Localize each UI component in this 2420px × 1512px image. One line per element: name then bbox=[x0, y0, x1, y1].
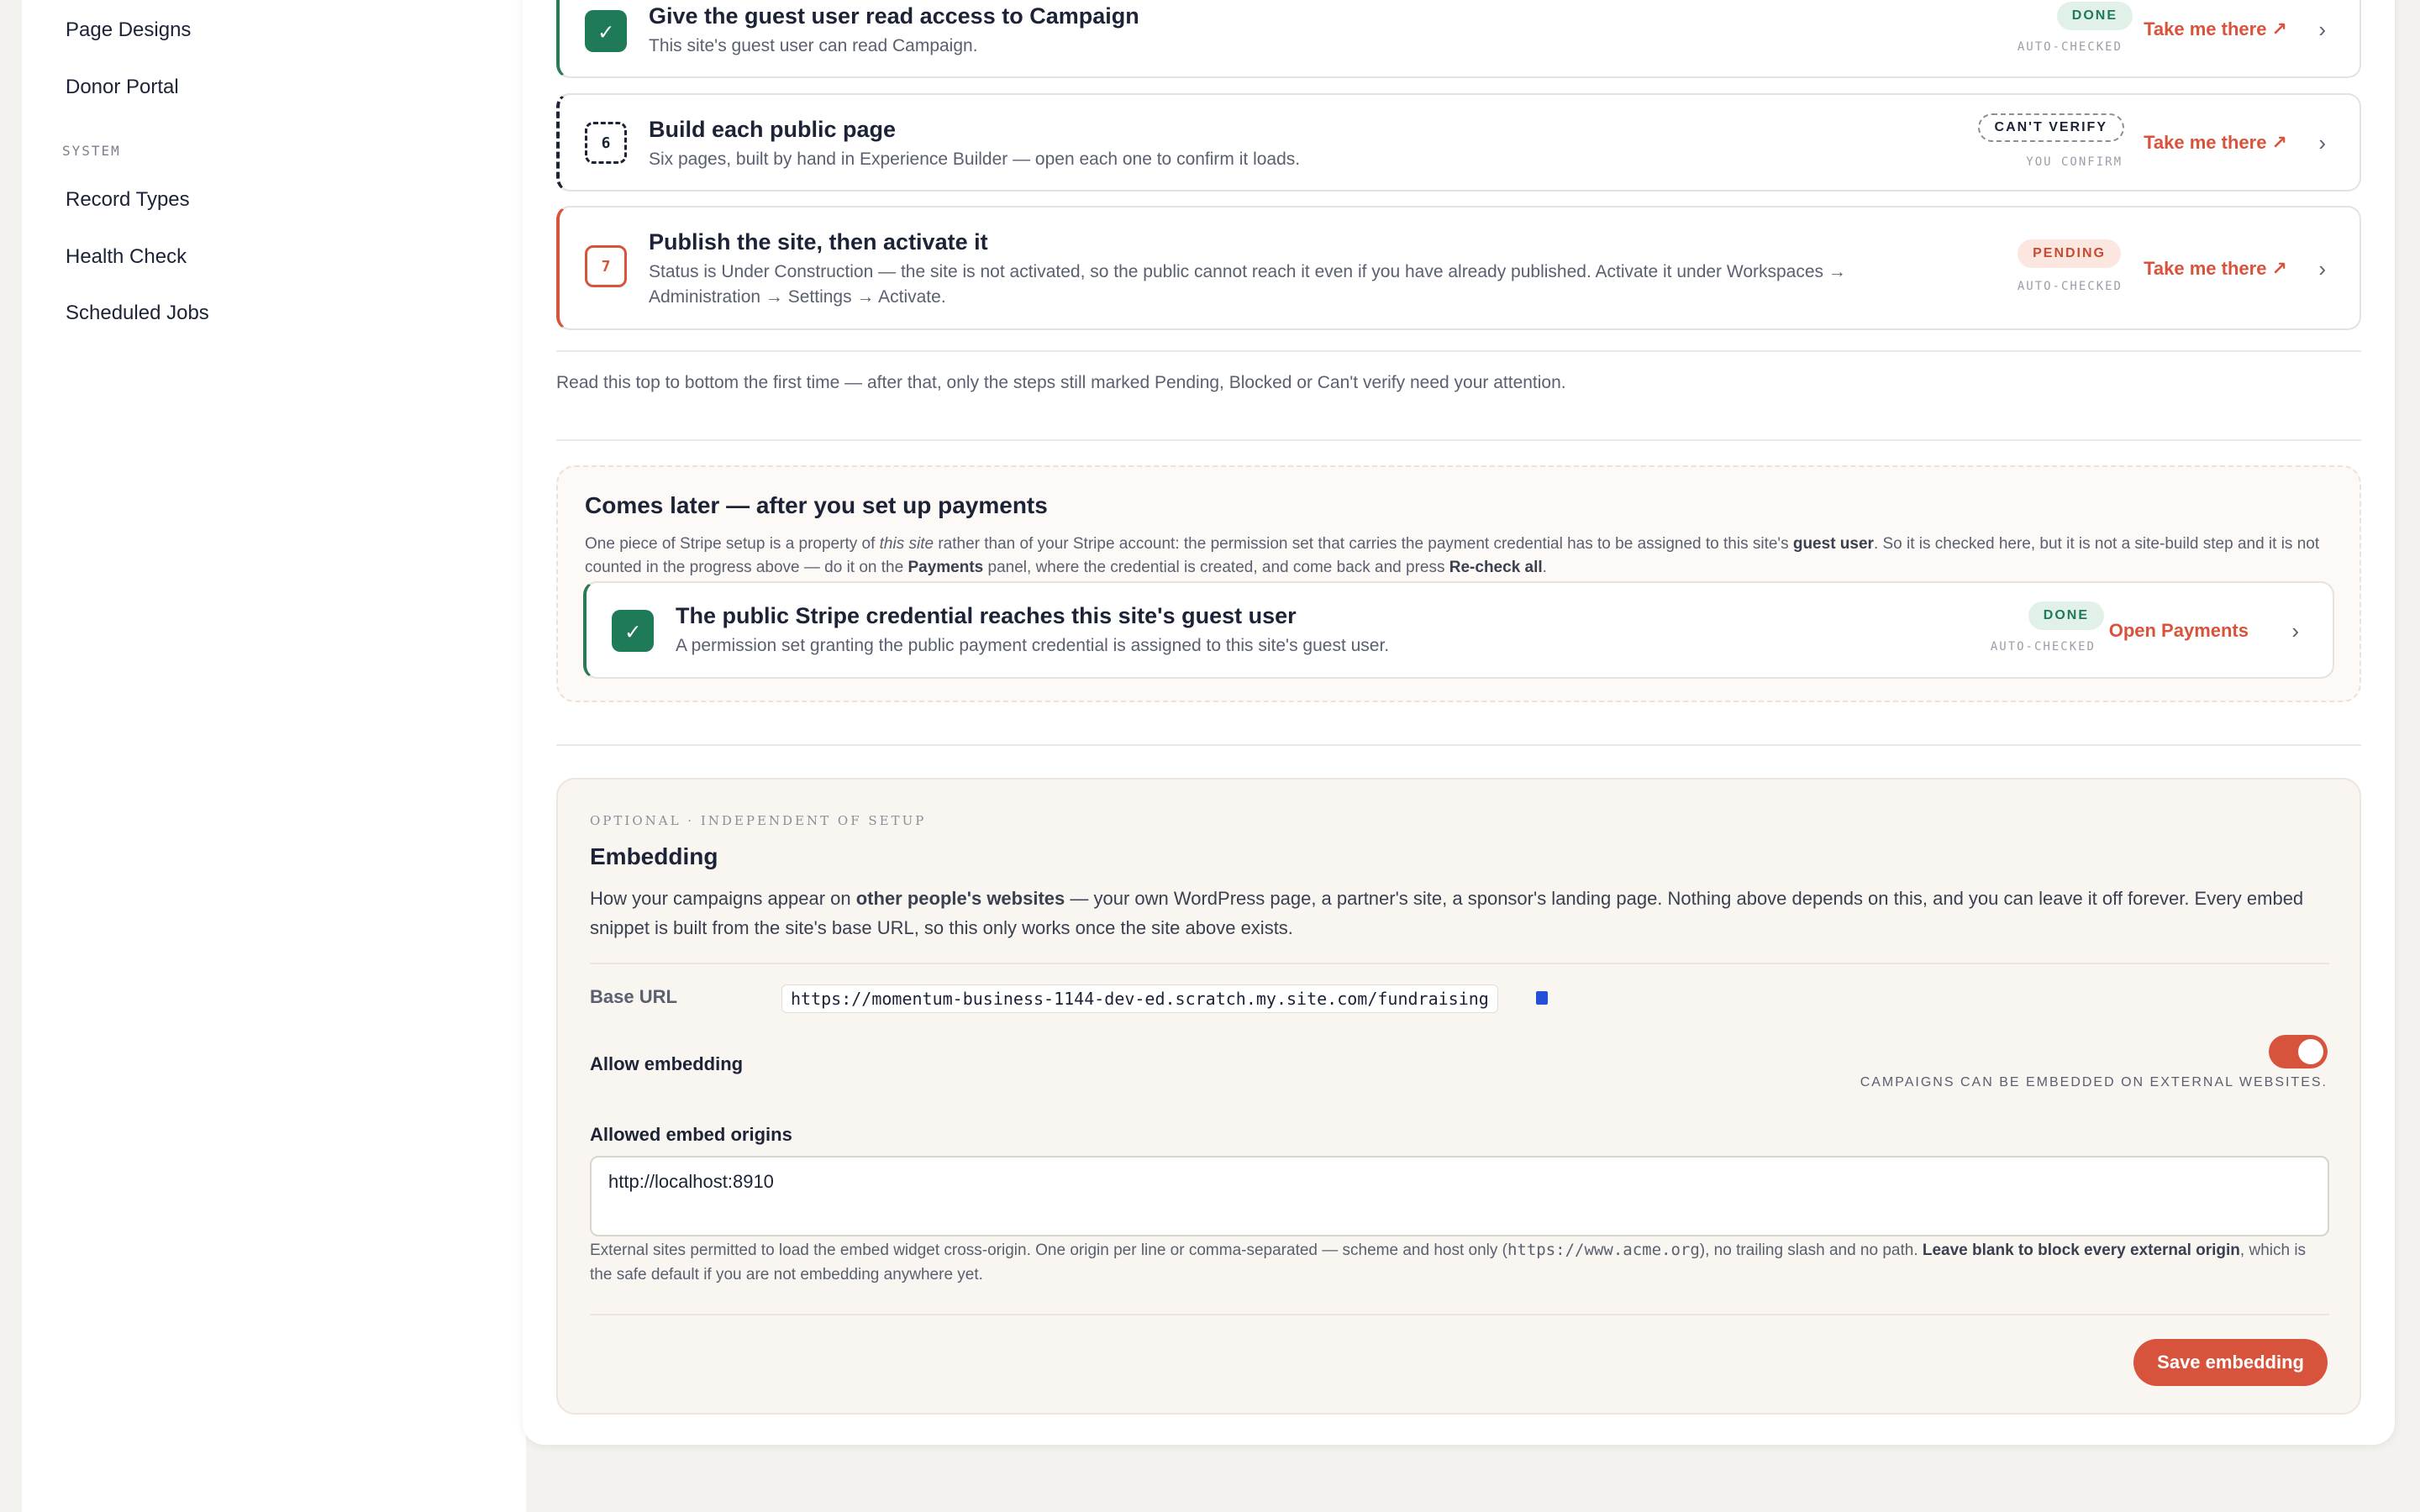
sidebar bbox=[22, 0, 526, 1512]
check-icon: ✓ bbox=[612, 610, 654, 652]
step-title: Give the guest user read access to Campaign bbox=[649, 3, 1139, 29]
base-url-value: https://momentum-business-1144-dev-ed.scratch.my.site.com/fundraising bbox=[781, 984, 1498, 1013]
divider bbox=[556, 350, 2361, 352]
allowed-origins-textarea[interactable]: http://localhost:8910 bbox=[590, 1156, 2329, 1236]
chevron-right-icon: › bbox=[2318, 256, 2326, 281]
divider bbox=[590, 963, 2329, 964]
divider bbox=[556, 744, 2361, 746]
step-build-public-pages[interactable] bbox=[556, 93, 2361, 192]
divider bbox=[590, 1314, 2329, 1315]
divider bbox=[556, 439, 2361, 441]
save-embedding-button[interactable]: Save embedding bbox=[2133, 1339, 2328, 1386]
sidebar-item-scheduled-jobs[interactable]: Scheduled Jobs bbox=[66, 302, 209, 324]
allow-embedding-note: CAMPAIGNS CAN BE EMBEDDED ON EXTERNAL WEBSITES. bbox=[1860, 1075, 2328, 1089]
comes-later-panel bbox=[556, 465, 2361, 702]
step-number-icon: 6 bbox=[585, 122, 627, 164]
allowed-origins-label: Allowed embed origins bbox=[590, 1124, 792, 1145]
status-badge-done: DONE bbox=[2057, 2, 2133, 30]
progress-hint: Read this top to bottom the first time — after that, only the steps still marked Pending, Blocked or Can't verify need your attention. bbox=[556, 373, 1566, 392]
status-badge-cant-verify: CAN'T VERIFY bbox=[1978, 113, 2124, 142]
comes-later-title: Comes later — after you set up payments bbox=[585, 492, 1048, 518]
base-url-label: Base URL bbox=[590, 986, 677, 1007]
step-desc: This site's guest user can read Campaign. bbox=[649, 36, 978, 55]
take-me-there-link[interactable]: Take me there ↗ bbox=[2144, 258, 2287, 279]
sidebar-item-page-designs[interactable]: Page Designs bbox=[66, 18, 192, 41]
step-title: Build each public page bbox=[649, 117, 897, 142]
open-payments-link[interactable]: Open Payments bbox=[2108, 620, 2249, 641]
take-me-there-link[interactable]: Take me there ↗ bbox=[2144, 132, 2287, 153]
status-badge-done: DONE bbox=[2028, 601, 2104, 630]
check-icon: ✓ bbox=[585, 10, 627, 52]
allow-embedding-label: Allow embedding bbox=[590, 1053, 744, 1074]
step-publish-activate[interactable] bbox=[556, 206, 2361, 330]
step-number-icon: 7 bbox=[585, 245, 627, 287]
copy-icon[interactable] bbox=[1536, 991, 1548, 1005]
embedding-kicker: OPTIONAL · INDEPENDENT OF SETUP bbox=[590, 813, 927, 828]
status-badge-pending: PENDING bbox=[2018, 239, 2121, 268]
sidebar-item-health-check[interactable]: Health Check bbox=[66, 245, 187, 268]
check-source: AUTO-CHECKED bbox=[1990, 640, 2096, 654]
step-title: Publish the site, then activate it bbox=[649, 229, 988, 255]
sidebar-item-donor-portal[interactable]: Donor Portal bbox=[66, 76, 179, 98]
chevron-right-icon: › bbox=[2318, 130, 2326, 155]
sidebar-section-system: SYSTEM bbox=[62, 143, 121, 159]
step-title: The public Stripe credential reaches this site's guest user bbox=[676, 603, 1297, 628]
chevron-right-icon: › bbox=[2291, 618, 2299, 643]
step-desc: A permission set granting the public payment credential is assigned to this site's guest user. bbox=[676, 636, 1390, 655]
check-source: AUTO-CHECKED bbox=[2017, 280, 2123, 293]
step-desc: Six pages, built by hand in Experience Builder — open each one to confirm it loads. bbox=[649, 150, 1301, 169]
comes-later-desc: One piece of Stripe setup is a property of this site rather than of your Stripe account: the permission set that carries the payment credential has to be assigned to this site's guest user. So it is checked here, but it is not a site-build step and it is not counted in the progress above — do it on the Payments panel, where the credential is created, and come back and press Re-check all. bbox=[585, 535, 2320, 576]
allow-embedding-toggle[interactable] bbox=[2269, 1035, 2328, 1068]
take-me-there-link[interactable]: Take me there ↗ bbox=[2144, 18, 2287, 39]
step-stripe-credential[interactable] bbox=[583, 581, 2334, 679]
check-source: YOU CONFIRM bbox=[2026, 155, 2123, 169]
embedding-panel bbox=[556, 778, 2361, 1415]
allowed-origins-help: External sites permitted to load the embed widget cross-origin. One origin per line or comma-separated — scheme and host only (https://www.acme.org), no trailing slash and no path. Leave blank to block every external origin, which is the safe default if you are not embedding anywhere yet. bbox=[590, 1241, 2307, 1284]
check-source: AUTO-CHECKED bbox=[2017, 40, 2123, 54]
step-guest-read-access[interactable] bbox=[556, 0, 2361, 78]
sidebar-item-record-types[interactable]: Record Types bbox=[66, 188, 190, 211]
step-desc: Status is Under Construction — the site is not activated, so the public cannot reach it even if you have already published. Activate it under Workspaces → Administration → Settings → Activate. bbox=[649, 262, 1846, 307]
embedding-title: Embedding bbox=[590, 843, 718, 869]
embedding-desc: How your campaigns appear on other people's websites — your own WordPress page, a partner's site, a sponsor's landing page. Nothing above depends on this, and you can leave it off forever. Every embed snippet is built from the site's base URL, so this only works once the site above exists. bbox=[590, 888, 2304, 938]
toggle-knob bbox=[2298, 1039, 2323, 1064]
chevron-right-icon: › bbox=[2318, 17, 2326, 42]
